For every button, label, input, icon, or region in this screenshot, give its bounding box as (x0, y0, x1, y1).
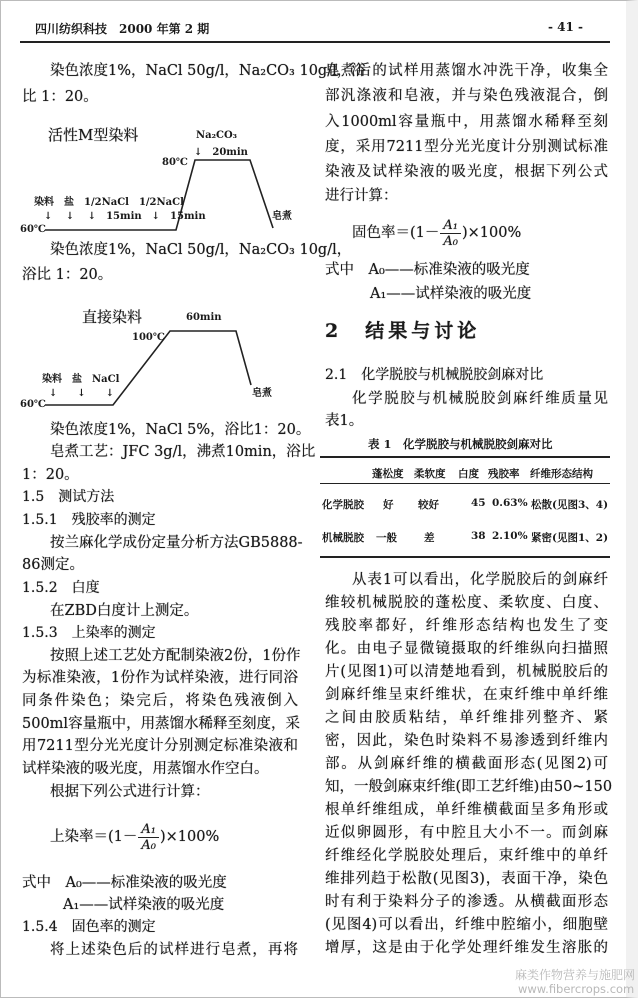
text-line: 在ZBD白度计上测定。 (50, 603, 199, 619)
text-line: 染色浓度1%，NaCl 50g/l，Na₂CO₃ 10g/l， (50, 242, 352, 258)
text-line: 时有利于染料分子的渗透。从横截面形态 (325, 894, 608, 910)
table-caption: 表 1 化学脱胶与机械脱胶剑麻对比 (368, 437, 553, 451)
text-line: 根据下列公式进行计算： (50, 784, 210, 800)
section-heading: 1.5.4 固色率的测定 (22, 919, 156, 935)
text-line: 纤维经化学脱胶处理后，束纤维中的单纤 (325, 848, 608, 864)
direct-dye-title: 直接染料 (82, 308, 143, 326)
text-line: 按兰麻化学成份定量分析方法GB5888- (50, 535, 303, 551)
soaping-label: 皂煮 (272, 211, 292, 222)
text-line: 残胶率都好，纤维形态结构也发生了变 (325, 618, 608, 634)
section-heading-results: 2 结果与讨论 (325, 320, 481, 342)
hold-time-label: 60min (186, 312, 222, 323)
text-line: 近似卵圆形，有中腔且大小不一。而剑麻 (325, 825, 608, 841)
text-line: 知，一般剑麻束纤维(即工艺纤维)由50~150 (325, 779, 613, 795)
section-heading: 1.5.3 上染率的测定 (22, 625, 156, 641)
fixation-formula (352, 216, 521, 250)
formula-rhs: )×100% (160, 829, 220, 845)
text-line: 部。从剑麻纤维的横截面形态(见图2)可 (325, 756, 608, 772)
table-cell: 38 (471, 530, 486, 542)
table-header: 蓬松度 (372, 468, 404, 480)
numerator: A₁ (138, 822, 159, 838)
table-cell: 0.63% (492, 497, 528, 509)
text-line: 片(见图1)可以清楚地看到，机械脱胶后的 (325, 664, 608, 680)
table-cell: 2.10% (492, 530, 528, 542)
text-line: 1：20。 (22, 467, 79, 483)
text-line: 从表1可以看出，化学脱胶后的剑麻纤 (352, 572, 608, 588)
formula-fraction (138, 822, 159, 853)
table-cell: 差 (424, 532, 435, 544)
text-line: 将上述染色后的试样进行皂煮，再将 (50, 942, 298, 958)
table-header: 白度 (458, 468, 479, 480)
table-cell: 机械脱胶 (322, 532, 364, 544)
text-line: 度，采用7211型分光光度计分别测试标准 (325, 139, 608, 155)
text-line: 皂煮工艺：JFC 3g/l，沸煮10min，浴比 (50, 444, 316, 460)
text-line: 浴比 1：20。 (22, 267, 113, 283)
section-heading: 1.5.2 白度 (22, 580, 100, 596)
table-bottom-rule (320, 556, 610, 558)
watermark-url: www.fibercrops.com (518, 982, 635, 996)
text-line: 按照上述工艺处方配制染液2份，1份作 (50, 648, 301, 664)
table-cell: 一般 (376, 532, 397, 544)
text-line: 剑麻纤维呈束纤维状，在束纤维中单纤维 (325, 687, 608, 703)
formula-fraction (440, 218, 461, 249)
temp-high-label: 100℃ (132, 332, 165, 343)
table-cell: 45 (471, 497, 486, 509)
text-line: 染色浓度1%，NaCl 50g/l，Na₂CO₃ 10g/l，浴 (50, 63, 366, 79)
table-cell: 化学脱胶 (322, 499, 364, 511)
table-header: 纤维形态结构 (530, 468, 593, 480)
text-line: 500ml容量瓶中，用蒸馏水稀释至刻度，采 (22, 716, 301, 732)
text-line: 化。由电子显微镜摄取的纤维纵向扫描照 (325, 641, 608, 657)
formula-legend: A₁——试样染液的吸光度 (370, 286, 532, 302)
text-line: 染色浓度1%，NaCl 5%，浴比1：20。 (50, 422, 311, 438)
table-header: 柔软度 (414, 468, 446, 480)
text-line: 试样染液的吸光度，用蒸馏水作空白。 (22, 761, 269, 777)
table-header: 残胶率 (488, 468, 520, 480)
steps-arrows: ↓ ↓ ↓ 15min ↓ 15min (44, 211, 206, 222)
text-line: 之间由胶质粘结，单纤维排列整齐、紧 (325, 710, 608, 726)
steps-label: 染料 盐 1/2NaCl 1/2NaCl (34, 197, 184, 208)
text-line: 部汎涤液和皂液，并与染色残液混合，倒 (325, 88, 608, 104)
formula-rhs: )×100% (462, 225, 522, 241)
hold-time-label: ↓ 20min (194, 147, 248, 158)
text-line: 染液及试样染液的吸光度，根据下列公式 (325, 164, 608, 180)
text-line: (见图4)可以看出，纤维中腔缩小，细胞壁 (325, 917, 608, 933)
text-line: 维排列趋于松散(见图3)，表面干净，染色 (325, 871, 608, 887)
table-cell: 好 (383, 499, 394, 511)
formula-legend: A₁——试样染液的吸光度 (63, 897, 225, 913)
formula-legend: 式中 A₀——标准染液的吸光度 (22, 875, 227, 891)
reactive-m-title: 活性M型染料 (48, 126, 139, 144)
text-line: 维较机械脱胶的蓬松度、柔软度、白度、 (325, 595, 608, 611)
formula-legend: 式中 A₀——标准染液的吸光度 (325, 262, 530, 278)
text-line: 增厚，这是由于化学处理纤维发生溶胀的 (325, 940, 608, 956)
table-cell: 紧密(见图1、2) (531, 532, 609, 544)
text-line: 比 1：20。 (22, 89, 98, 105)
text-line: 86测定。 (22, 557, 84, 573)
table-header-rule (320, 483, 610, 484)
text-line: 化学脱胶与机械脱胶剑麻纤维质量见 (352, 391, 608, 407)
table-cell: 较好 (418, 499, 439, 511)
text-line: 进行计算： (325, 188, 398, 204)
dye-uptake-formula (50, 820, 219, 854)
text-line: 用7211型分光光度计分别测定标准染液和 (22, 738, 298, 754)
denominator: A₀ (443, 233, 458, 249)
formula-lhs: 上染率＝(1－ (50, 829, 138, 845)
journal-header: 四川纺织科技 2000 年第 2 期 (35, 22, 210, 36)
table-cell: 松散(见图3、4) (531, 499, 609, 511)
text-line: 密，因此，染色时染料不易渗透到纤维内 (325, 733, 608, 749)
soaping-label: 皂煮 (252, 388, 272, 399)
section-heading: 1.5.1 残胶率的测定 (22, 512, 156, 528)
text-line: 同条件染色；染完后，将染色残液倒入 (22, 693, 298, 709)
watermark-site-name: 麻类作物营养与施肥网 (515, 968, 636, 982)
text-line: 入1000ml容量瓶中，用蒸馏水稀释至刻 (325, 114, 608, 130)
text-line: 表1。 (325, 413, 364, 429)
steps-label: 染料 盐 NaCl (42, 374, 120, 385)
section-heading: 2.1 化学脱胶与机械脱胶剑麻对比 (325, 367, 544, 383)
temp-low-label: 60℃ (20, 399, 46, 410)
section-heading: 1.5 测试方法 (22, 489, 115, 505)
na2co3-label: Na₂CO₃ (196, 130, 238, 141)
page-number: - 41 - (548, 20, 584, 34)
denominator: A₀ (141, 837, 156, 853)
text-line: 根单纤维组成，单纤维横截面呈多角形或 (325, 802, 608, 818)
temp-low-label: 60℃ (20, 224, 46, 235)
formula-lhs: 固色率＝(1－ (352, 225, 440, 241)
text-line: 为标准染液，1份作为试样染液，进行同浴 (22, 670, 298, 686)
numerator: A₁ (440, 218, 461, 234)
temp-high-label: 80℃ (162, 157, 188, 168)
table-top-rule (320, 456, 610, 458)
text-line: 皂煮后的试样用蒸馏水冲洗干净，收集全 (325, 63, 608, 79)
steps-arrows: ↓ ↓ ↓ (49, 388, 115, 399)
